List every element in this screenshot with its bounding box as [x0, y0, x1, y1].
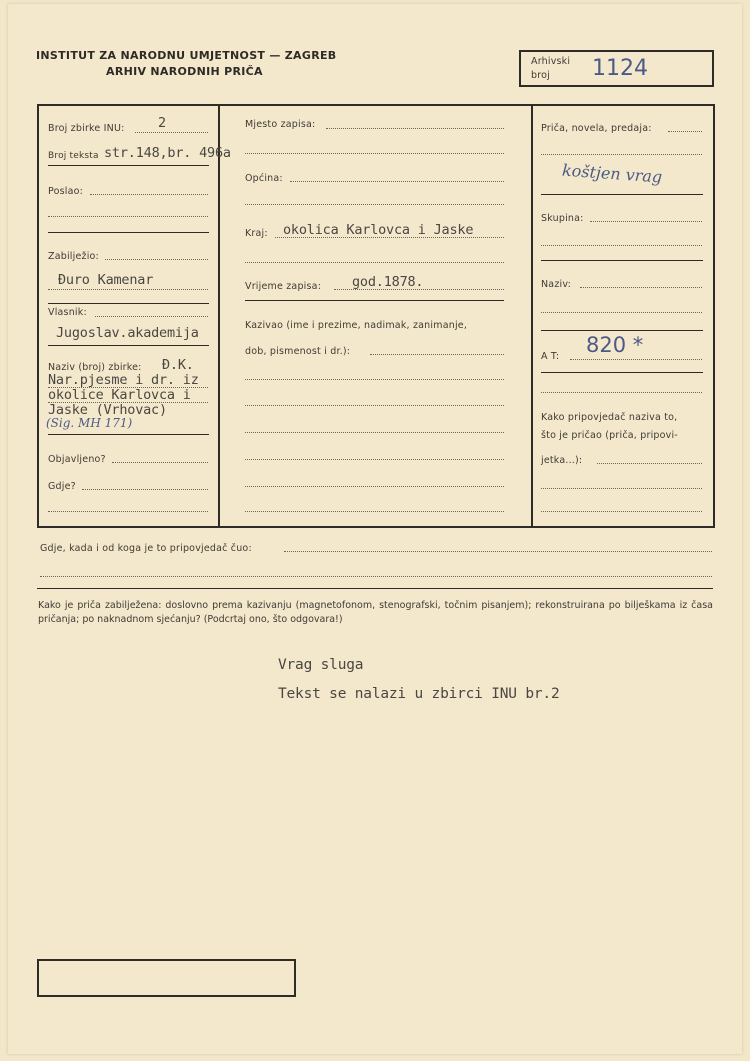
naziv-zbirke-value-4: Jaske (Vrhovac): [48, 402, 167, 418]
skupina-line-2: [541, 245, 702, 246]
opcina-label: Općina:: [245, 173, 283, 184]
kazivao-line-2: [245, 379, 504, 380]
kraj-line: [275, 237, 504, 238]
vlasnik-divider: [48, 345, 209, 346]
vrijeme-zapisa-divider: [245, 300, 504, 301]
skupina-divider: [541, 260, 703, 261]
broj-zbirke-value: 2: [158, 115, 166, 131]
vlasnik-line: [95, 316, 208, 317]
story-title: Vrag sluga: [278, 657, 364, 673]
vrijeme-zapisa-line: [334, 289, 504, 290]
kako-naziva-label-3: jetka...):: [541, 455, 583, 466]
kazivao-label-2: dob, pismenost i dr.):: [245, 346, 351, 357]
vrijeme-zapisa-label: Vrijeme zapisa:: [245, 281, 322, 292]
broj-zbirke-line: [135, 132, 208, 133]
poslao-line-2: [48, 216, 208, 217]
vlasnik-value: Jugoslav.akademija: [56, 325, 199, 341]
kako-zabiljezena-text: Kako je priča zabilježena: doslovno prema kazivanju (magnetofonom, stenografski, točnim pisanjem); rekonstruirana po bilješkama iz časa pričanja; po naknadnom sjećanju? (Podcrtaj ono, što odgovara!): [38, 600, 713, 625]
naziv-line-2: [541, 312, 702, 313]
kazivao-line-4: [245, 432, 504, 433]
zabiljezio-value: Đuro Kamenar: [58, 272, 154, 288]
at-label: A T:: [541, 351, 560, 362]
broj-teksta-label: Broj teksta: [48, 151, 99, 161]
gdje-kada-divider: [37, 588, 713, 589]
prica-divider: [541, 194, 703, 195]
poslao-label: Poslao:: [48, 186, 84, 197]
at-line-2: [541, 392, 702, 393]
naziv-divider: [541, 330, 703, 331]
naziv-zbirke-value-3: okolice Karlovca i: [48, 387, 191, 403]
objavljeno-label: Objavljeno?: [48, 454, 106, 465]
archive-label-line1: Arhivski: [531, 56, 571, 67]
gdje-kada-line-2: [40, 576, 712, 577]
kako-naziva-label-1: Kako pripovjedač naziva to,: [541, 412, 678, 423]
archive-title: ARHIV NARODNIH PRIČA: [106, 65, 263, 78]
naziv-zbirke-value-2: Nar.pjesme i dr. iz: [48, 372, 199, 388]
prica-line: [668, 131, 702, 132]
kazivao-line-6: [245, 486, 504, 487]
gdje-line-2: [48, 511, 208, 512]
opcina-line: [290, 181, 504, 182]
at-divider: [541, 372, 703, 373]
naziv-line: [580, 287, 702, 288]
poslao-line: [90, 194, 208, 195]
kako-naziva-line-3: [541, 511, 702, 512]
archive-number: 1124: [592, 56, 648, 81]
kako-naziva-line: [597, 463, 702, 464]
prica-label: Priča, novela, predaja:: [541, 123, 652, 134]
kazivao-line-5: [245, 459, 504, 460]
column-divider-left: [218, 104, 220, 526]
kraj-value: okolica Karlovca i Jaske: [283, 222, 474, 238]
gdje-kada-line: [284, 551, 712, 552]
at-value: 820 *: [586, 333, 644, 357]
at-line: [570, 359, 702, 360]
naziv-zbirke-hand: (Sig. MH 171): [46, 416, 133, 430]
broj-teksta-value: str.148,br. 496a: [104, 145, 231, 161]
prica-line-2: [541, 154, 702, 155]
mjesto-zapisa-line-2: [245, 153, 504, 154]
kazivao-line-7: [245, 511, 504, 512]
skupina-line: [590, 221, 702, 222]
kazivao-line-1: [370, 354, 504, 355]
broj-teksta-line: [48, 165, 209, 166]
kraj-line-2: [245, 262, 504, 263]
objavljeno-line: [112, 462, 208, 463]
naziv-zbirke-value-1: Đ.K.: [162, 357, 194, 373]
institute-title: INSTITUT ZA NARODNU UMJETNOST — ZAGREB: [36, 49, 337, 62]
zabiljezio-label: Zabilježio:: [48, 251, 99, 262]
naziv-zbirke-label: Naziv (broj) zbirke:: [48, 362, 142, 373]
vlasnik-label: Vlasnik:: [48, 307, 87, 318]
gdje-line: [82, 489, 208, 490]
naziv-zbirke-divider: [48, 434, 209, 435]
zabiljezio-line: [105, 259, 208, 260]
prica-hand-value: koštjen vrag: [561, 160, 663, 187]
poslao-divider: [48, 232, 209, 233]
kako-naziva-line-2: [541, 488, 702, 489]
kazivao-label-1: Kazivao (ime i prezime, nadimak, zanimanje,: [245, 320, 468, 331]
vrijeme-zapisa-value: god.1878.: [352, 274, 424, 290]
kazivao-line-3: [245, 405, 504, 406]
broj-zbirke-label: Broj zbirke INU:: [48, 123, 125, 134]
kraj-label: Kraj:: [245, 228, 268, 239]
gdje-kada-label: Gdje, kada i od koga je to pripovjedač čuo:: [40, 543, 252, 554]
zabiljezio-line-2: [48, 289, 208, 290]
kako-naziva-label-2: što je pričao (priča, pripovi-: [541, 430, 678, 441]
gdje-label: Gdje?: [48, 481, 76, 492]
mjesto-zapisa-label: Mjesto zapisa:: [245, 119, 316, 130]
story-note: Tekst se nalazi u zbirci INU br.2: [278, 686, 560, 702]
bottom-box: [37, 959, 296, 997]
opcina-line-2: [245, 204, 504, 205]
mjesto-zapisa-line: [326, 128, 504, 129]
zabiljezio-divider: [48, 303, 209, 304]
naziv-label: Naziv:: [541, 279, 572, 290]
archive-label-line2: broj: [531, 70, 550, 81]
column-divider-right: [531, 104, 533, 526]
skupina-label: Skupina:: [541, 213, 584, 224]
